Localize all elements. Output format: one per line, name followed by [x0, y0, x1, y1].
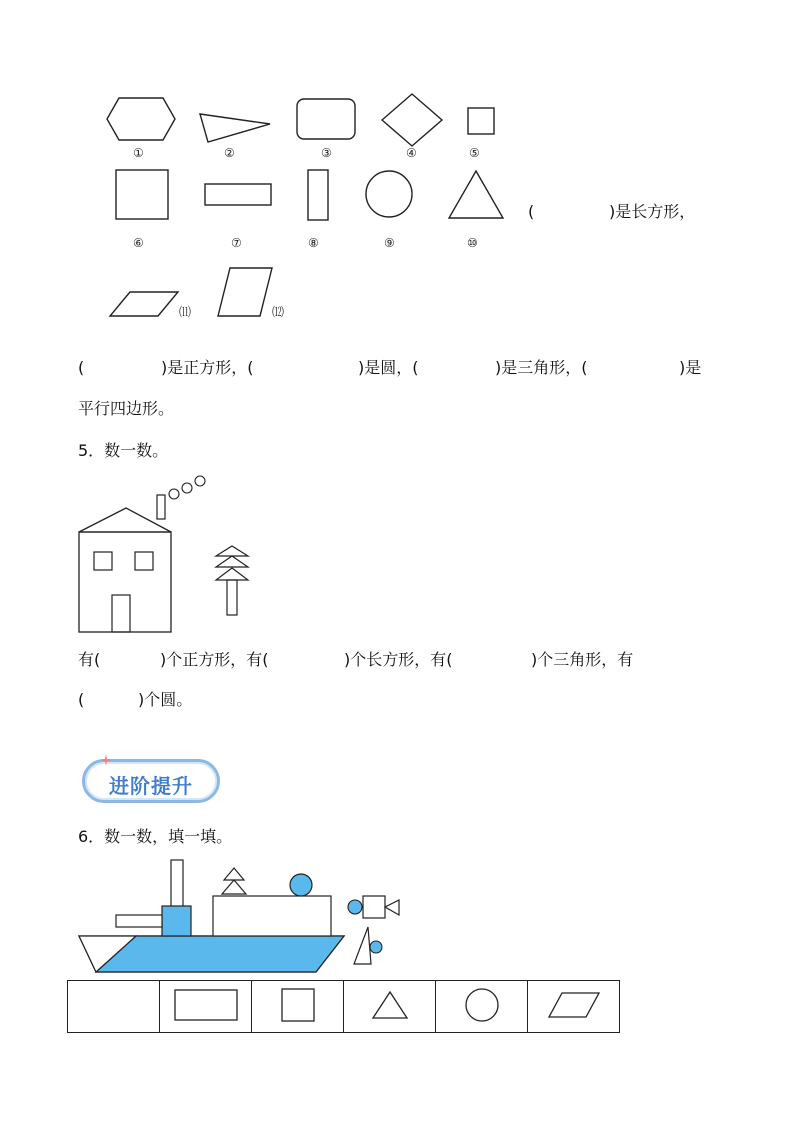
cannon-rectangle — [116, 915, 162, 927]
lower-circle — [370, 941, 382, 953]
q5-line1-c: )个长方形，有( — [344, 650, 453, 669]
shape-label-9: ⑨ — [384, 236, 395, 250]
tree-trunk-rectangle — [227, 580, 237, 615]
q4-line3: 平行四边形。 — [78, 399, 175, 418]
mast-rectangle — [171, 860, 183, 908]
smoke-circle — [169, 489, 179, 499]
q5-line2-b: )个圆。 — [138, 690, 193, 709]
shape-label-5: ⑤ — [469, 146, 480, 160]
chimney-rectangle — [157, 495, 165, 519]
shape-12-parallelogram — [216, 266, 274, 320]
q5-line1-a: 有( — [78, 650, 101, 669]
shape-label-7: ⑦ — [231, 236, 242, 250]
shape-9-circle — [363, 168, 415, 220]
tree-triangle — [216, 568, 248, 580]
shape-10-triangle — [447, 168, 507, 222]
table-rectangle-cell — [160, 981, 252, 1033]
shape-label-2: ② — [224, 146, 235, 160]
rectangle-icon — [173, 988, 239, 1022]
shape-3-rounded-rectangle — [295, 97, 359, 143]
shape-4-diamond — [380, 92, 444, 148]
flag-square — [363, 896, 385, 918]
flag-circle — [348, 900, 362, 914]
shape-label-8: ⑧ — [308, 236, 319, 250]
lower-triangle — [354, 927, 371, 964]
sparkle-icon — [100, 754, 112, 766]
tree-triangle — [216, 556, 248, 567]
top-triangle — [222, 880, 246, 894]
shape-5-small-square — [466, 106, 498, 136]
q4-line2-c: )是圆，( — [358, 358, 419, 377]
q4-line2-d: )是三角形，( — [495, 358, 588, 377]
house-body-rectangle — [79, 532, 171, 632]
q5-line1-d: )个三角形，有 — [531, 650, 634, 669]
shape-label-1: ① — [133, 146, 144, 160]
cabin-square — [162, 906, 191, 936]
shape-count-table — [67, 980, 620, 1033]
q5-line2-a: ( — [78, 690, 85, 709]
section-badge-label: 进阶提升 — [109, 774, 193, 798]
table-circle-cell — [436, 981, 528, 1033]
shape-2-triangle — [196, 108, 276, 146]
shape-7-rectangle — [203, 182, 273, 208]
q4-line2-e: )是 — [679, 358, 702, 377]
top-circle — [290, 874, 312, 896]
q4-rectangle-question: )是长方形， — [609, 202, 696, 221]
smoke-circle — [182, 483, 192, 493]
q4-blank-open: ( — [528, 202, 535, 221]
shape-6-square — [114, 168, 172, 222]
q6-title: 6．数一数，填一填。 — [78, 827, 233, 846]
shape-11-parallelogram — [108, 290, 180, 320]
table-header-blank — [68, 981, 160, 1033]
flag-triangle — [385, 900, 399, 915]
table-triangle-cell — [344, 981, 436, 1033]
shape-1-hexagon — [105, 96, 177, 142]
q5-title: 5．数一数。 — [78, 441, 169, 460]
hull-parallelogram — [96, 936, 344, 972]
table-parallelogram-cell — [528, 981, 620, 1033]
q4-line2-b: )是正方形，( — [161, 358, 254, 377]
q4-line2-a: ( — [78, 358, 85, 377]
shape-label-10: ⑩ — [467, 236, 478, 250]
parallelogram-icon — [547, 990, 601, 1020]
shape-label-11: ⑾ — [179, 305, 192, 319]
house-figure — [76, 470, 256, 636]
door-rectangle — [112, 595, 130, 632]
deck-rectangle — [213, 896, 331, 936]
smoke-circle — [195, 476, 205, 486]
top-triangle — [224, 868, 244, 880]
square-icon — [280, 987, 316, 1023]
tree-triangle — [216, 546, 248, 556]
window-square — [94, 552, 112, 570]
q5-line1-b: )个正方形，有( — [160, 650, 269, 669]
shape-label-4: ④ — [406, 146, 417, 160]
shape-label-12: ⑿ — [272, 305, 285, 319]
shape-label-6: ⑥ — [133, 236, 144, 250]
shape-8-tall-rectangle — [306, 168, 332, 222]
ship-figure — [76, 858, 406, 976]
window-square — [135, 552, 153, 570]
circle-icon — [463, 986, 501, 1024]
shape-label-3: ③ — [321, 146, 332, 160]
table-square-cell — [252, 981, 344, 1033]
triangle-icon — [370, 990, 410, 1020]
